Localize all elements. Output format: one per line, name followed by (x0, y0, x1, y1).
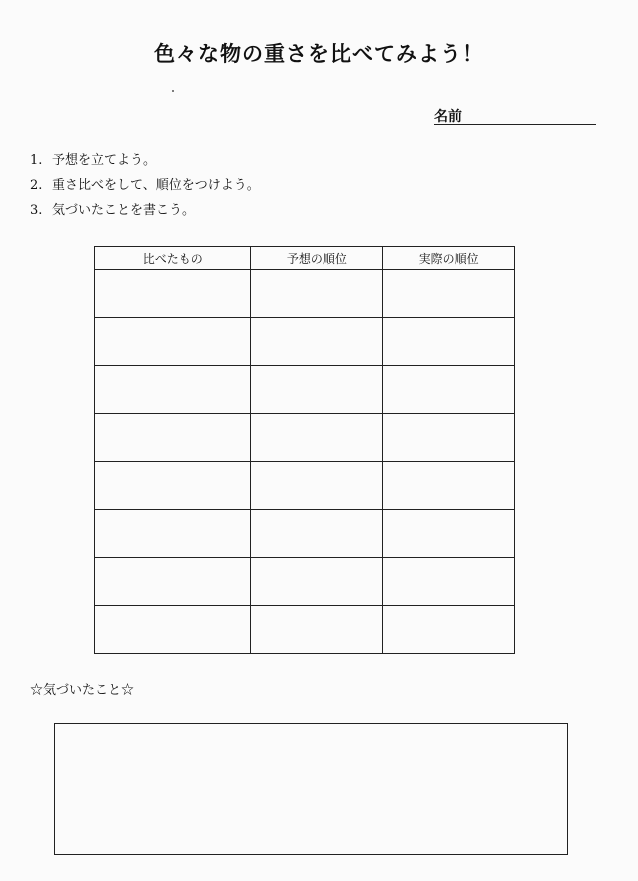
predicted-rank-cell[interactable] (251, 606, 383, 654)
instruction-item (30, 200, 260, 225)
instruction-text: 予想を立てよう。 (52, 153, 157, 168)
table-row (95, 606, 515, 654)
actual-rank-cell[interactable] (383, 414, 515, 462)
instruction-number: 2. (30, 178, 43, 193)
header-actual-rank: 実際の順位 (383, 247, 515, 270)
predicted-rank-cell[interactable] (251, 318, 383, 366)
instruction-text: 気づいたことを書こう。 (52, 203, 196, 218)
actual-rank-cell[interactable] (383, 462, 515, 510)
compared-item-cell[interactable] (95, 510, 251, 558)
actual-rank-cell[interactable] (383, 318, 515, 366)
predicted-rank-cell[interactable] (251, 270, 383, 318)
compared-item-cell[interactable] (95, 414, 251, 462)
instruction-item (30, 150, 260, 175)
predicted-rank-cell[interactable] (251, 510, 383, 558)
notice-heading: ☆気づいたこと☆ (30, 683, 135, 698)
header-predicted-rank: 予想の順位 (251, 247, 383, 270)
header-compared-items: 比べたもの (95, 247, 251, 270)
ranking-table (94, 246, 515, 654)
compared-item-cell[interactable] (95, 462, 251, 510)
predicted-rank-cell[interactable] (251, 366, 383, 414)
actual-rank-cell[interactable] (383, 270, 515, 318)
table-row (95, 414, 515, 462)
page-title: 色々な物の重さを比べてみよう！ (154, 42, 484, 66)
table-row (95, 558, 515, 606)
compared-item-cell[interactable] (95, 558, 251, 606)
instruction-number: 3. (30, 203, 43, 218)
table-header-row (95, 247, 515, 270)
table-row (95, 366, 515, 414)
actual-rank-cell[interactable] (383, 606, 515, 654)
notice-writing-box[interactable] (54, 723, 568, 855)
compared-item-cell[interactable] (95, 366, 251, 414)
instruction-item (30, 175, 260, 200)
actual-rank-cell[interactable] (383, 366, 515, 414)
scan-speck (172, 90, 174, 92)
table-row (95, 462, 515, 510)
compared-item-cell[interactable] (95, 270, 251, 318)
table-row (95, 318, 515, 366)
instruction-number: 1. (30, 153, 43, 168)
table-row (95, 270, 515, 318)
name-label: 名前 (434, 109, 462, 125)
actual-rank-cell[interactable] (383, 558, 515, 606)
table-row (95, 510, 515, 558)
instruction-list (30, 150, 260, 225)
predicted-rank-cell[interactable] (251, 558, 383, 606)
predicted-rank-cell[interactable] (251, 414, 383, 462)
name-field[interactable] (434, 106, 596, 125)
actual-rank-cell[interactable] (383, 510, 515, 558)
predicted-rank-cell[interactable] (251, 462, 383, 510)
instruction-text: 重さ比べをして、順位をつけよう。 (52, 178, 260, 193)
compared-item-cell[interactable] (95, 606, 251, 654)
compared-item-cell[interactable] (95, 318, 251, 366)
